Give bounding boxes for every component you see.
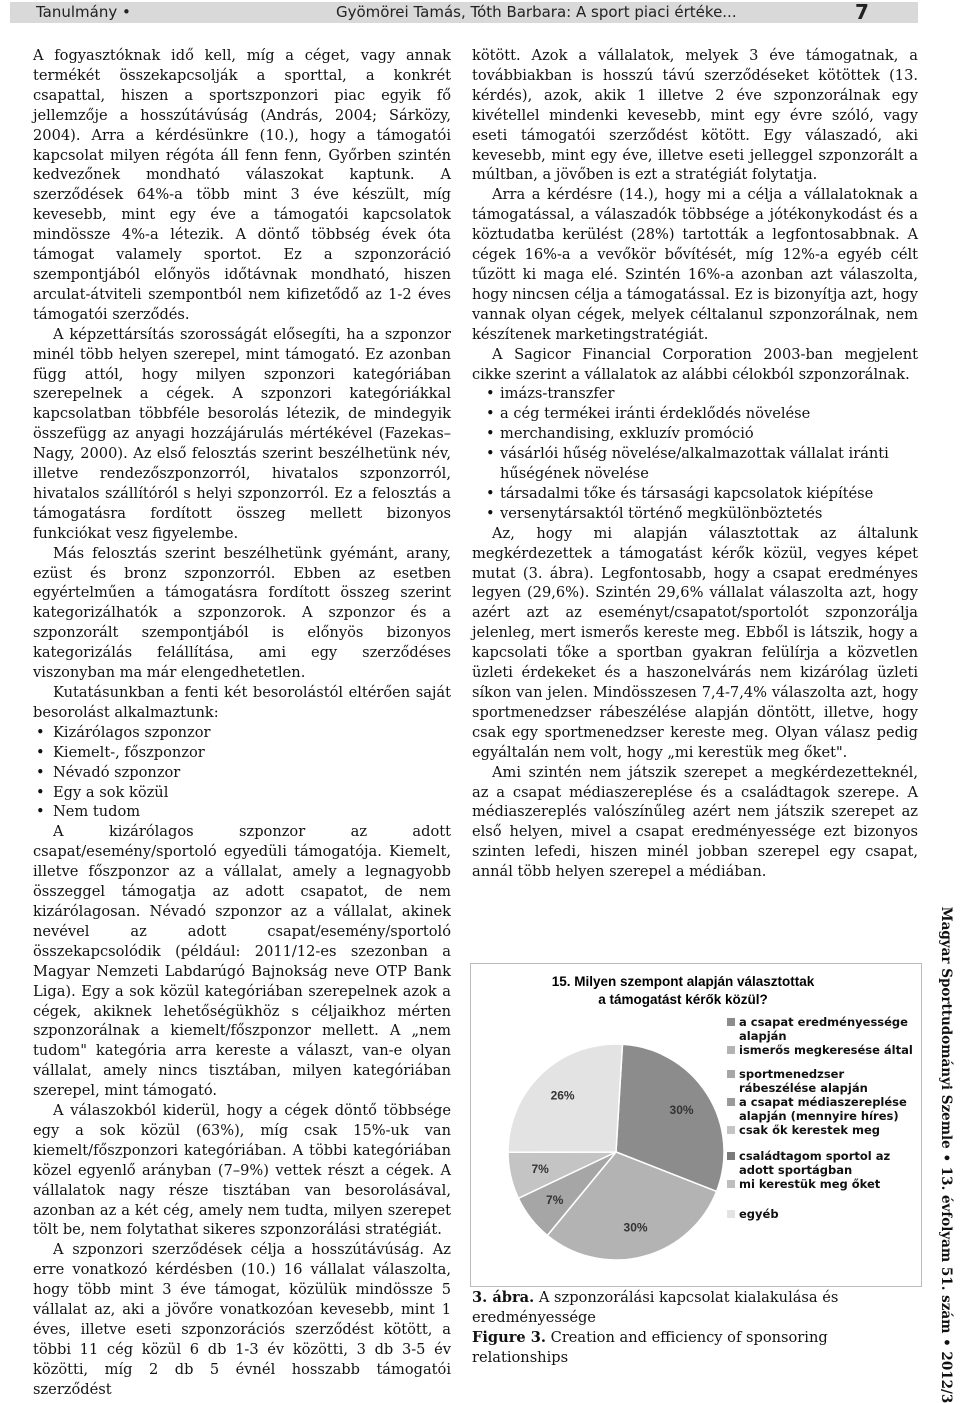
- paragraph: A kizárólagos szponzor az adott csapat/esemény/sportoló egyedüli támogatója. Kiemelt, illetve főszponzor az a vállalat, amely a legnagyobb összeggel támogatja az adott csapatot, de nem kizárólagosan. Névadó szponzor az a vállalat, akinek nevével az adott csapat/esemény/sportoló összekapcsolódik (például: 2011/12-es szezonban a Magyar Nemzeti Labdarúgó Bajnokság neve OTP Bank Liga). Egy a sok közül kategóriában szerepelnek azok a cégek, akiknek lehetőségükhöz s céljaikhoz mérten szponzorálnak a kiemelt/főszponzor mellett. A „nem tudom" kategória arra kereste a választ, van-e olyan vállalat, amely nincs tisztában, milyen kategóriában szerepel, mint támogató.: [33, 823, 451, 1100]
- paragraph: Az, hogy mi alapján választottak az általunk megkérdezettek a támogatást kérők közül, vegyes képet mutat (3. ábra). Legfontosabb, hogy a csapat eredményes legyen (29,6%). Szintén 29,6% vállalat válaszolta azt, hogy azért azt az eseményt/csapatot/sportolót szponzorálja jelenleg, mert ismerős kereste meg. Ebből is látszik, hogy a kapcsolati tőke a sportban gyakran felülírja a közvetlen üzleti érdekeket és a haszonelvárás nem kizárólag üzleti síkon van jelen. Mindösszesen 7,4-7,4% válaszolta azt, hogy sportmenedzser rábeszélése alapján döntött, illetve, hogy csak egy sportmenedzser kereste meg. Olyan válasz pedig egyáltalán nem volt, hogy „mi kerestük meg őket".: [472, 524, 918, 761]
- right-column: [472, 46, 918, 882]
- legend-swatch: [727, 1180, 735, 1188]
- legend-swatch: [727, 1070, 735, 1078]
- pie-chart-figure: [470, 963, 922, 1287]
- paragraph: A Sagicor Financial Corporation 2003-ban megjelent cikke szerint a vállalatok az alábbi célokból szponzorálnak.: [472, 345, 918, 383]
- legend-swatch: [727, 1152, 735, 1160]
- legend-label: a csapat eredményessége: [739, 1015, 908, 1029]
- paragraph: Arra a kérdésre (14.), hogy mi a célja a vállalatoknak a támogatással, a válaszadók többsége a jótékonykodást és a köztudatba kerülést (28%) tartották a legfontosabbnak. A cégek 16%-a a vevőkör bővítését, míg 12%-a egyéb célt tűzött ki maga elé. Szintén 16%-a azonban azt válaszolta, hogy nincsen célja a támogatással. Ez is bizonyítja azt, hogy vannak olyan cégek, melyek céltalanul szponzorálnak, nem készítenek marketingstratégiát.: [472, 186, 918, 343]
- list-item: • vásárlói hűség növelése/alkalmazottak vállalat iránti hűségének növelése: [472, 444, 918, 484]
- caption-text: Creation and efficiency of sponsoring relationships: [472, 1329, 828, 1366]
- legend-label: adott sportágban: [739, 1163, 853, 1177]
- list-item: • merchandising, exkluzív promóció: [472, 424, 918, 444]
- legend-label: alapján (mennyire híres): [739, 1109, 899, 1123]
- legend-label: sportmenedzser: [739, 1067, 845, 1081]
- caption-text: A szponzorálási kapcsolat kialakulása és eredményessége: [472, 1289, 839, 1326]
- caption-label: Figure 3.: [472, 1329, 547, 1346]
- pie-chart: [471, 964, 921, 1286]
- section-label: Tanulmány •: [36, 3, 131, 21]
- journal-name: Magyar Sporttudományi Szemle • 13. évfolyam 51. szám • 2012/3: [938, 906, 954, 1403]
- chart-title-line-2: a támogatást kérők közül?: [598, 992, 768, 1007]
- pie-percent-label: 30%: [623, 1220, 648, 1235]
- pie-percent-label: 26%: [550, 1088, 575, 1103]
- paragraph: kötött. Azok a vállalatok, melyek 3 éve támogatnak, a továbbiakban is hosszú távú szerződéseket kötöttek (13. kérdés), azok, akik 1 illetve 2 éve szponzorálnak egy kivétellel mindenki kevesebb, mint egy évre szóló, vagy eseti támogatói szerződést kötött. Egy válaszadó, aki kevesebb, mint egy éve, illetve eseti jelleggel szponzorált a múltban, a jövőben is ezt a stratégiát folytatja.: [472, 47, 918, 184]
- paragraph: A képzettársítás szorosságát elősegíti, ha a szponzor minél több helyen szerepel, mint támogató. Ez azonban függ attól, hogy milyen szponzori kategóriában szerepelnek a cégek. A szponzori kategóriákkal kapcsolatban többféle besorolás létezik, de mindegyik összefügg az anyagi hozzájárulás mértékével (Fazekas–Nagy, 2000). Az első felosztás szerint beszélhetünk név, illetve rendezőszponzorról, hivatalos szponzorról, hivatalos szállítóról s helyi szponzorról. Ez a felosztás a támogatásra fordított összeg mellett bizonyos funkciókat vesz figyelembe.: [33, 325, 451, 542]
- caption-hungarian: [472, 1288, 918, 1328]
- paragraph: Más felosztás szerint beszélhetünk gyémánt, arany, ezüst és bronz szponzorról. Ebben az esetben egyértelműen a támogatásra fordított összeg szerint kategorizálhatók a szponzorok. A szponzor és a szponzorált szempontjából is előnyös bizonyos kategorizálás felállítása, ami egy szerződéses viszonyban ma már elengedhetetlen.: [33, 544, 451, 682]
- legend-swatch: [727, 1126, 735, 1134]
- list-item: • versenytársaktól történő megkülönböztetés: [472, 504, 918, 524]
- pie-percent-label: 7%: [531, 1162, 549, 1177]
- legend-label: egyéb: [739, 1207, 779, 1221]
- legend-label: alapján: [739, 1029, 787, 1043]
- chart-title-line-1: 15. Milyen szempont alapján választottak: [551, 974, 815, 989]
- journal-sidebar: [934, 906, 958, 1403]
- sponsoring-goals-list: [472, 384, 918, 523]
- list-item: • Egy a sok közül: [33, 783, 451, 803]
- legend-label: családtagom sportol az: [739, 1149, 891, 1163]
- running-title: Gyömörei Tamás, Tóth Barbara: A sport piaci értéke...: [336, 3, 737, 21]
- caption-english: [472, 1328, 918, 1368]
- list-item: • Nem tudom: [33, 802, 451, 822]
- legend-label: csak ők kerestek meg: [739, 1123, 881, 1137]
- paragraph: A fogyasztóknak idő kell, míg a céget, vagy annak termékét összekapcsolják a sporttal, a konkrét csapattal, hiszen a sportszponzori piac egyik fő jellemzője a hosszútávúság (András, 2004; Sárközy, 2004). Arra a kérdésünkre (10.), hogy a támogatói kapcsolat milyen régóta áll fenn fenn, Győrben szintén kedvezőnek mondható válaszokat kaptunk. A szerződések 64%-a több mint 3 éve készült, míg kevesebb, mint egy éve a támogatói kapcsolatok mindössze 4%-a létezik. A döntő többség évek óta támogat valamely sportot. Ez a szponzoráció szempontjából előnyös időtávnak mondható, hiszen arculat-átviteli szempontból nem kifizetődő az 1-2 éves támogatói szerződés.: [33, 47, 451, 323]
- pie-percent-label: 30%: [669, 1103, 694, 1118]
- caption-label: 3. ábra.: [472, 1289, 535, 1306]
- paragraph: Kutatásunkban a fenti két besorolástól eltérően saját besorolást alkalmaztunk:: [33, 684, 451, 721]
- paragraph: A válaszokból kiderül, hogy a cégek döntő többsége egy a sok közül (63%), míg csak 15%-uk van kiemelt/főszponzori kategóriában. A többi kategóriában közel egyenlő arányban (7–9%) vettek részt a cégek. A vállalatok nagy része tisztában van besorolásával, azonban az a két cég, amely nem tudta, milyen szerepet tölt be, nem folytathat sikeres szponzorálási stratégiát.: [33, 1102, 451, 1239]
- legend-label: rábeszélése alapján: [739, 1081, 868, 1095]
- list-item: • Kiemelt-, főszponzor: [33, 743, 451, 763]
- legend-label: mi kerestük meg őket: [739, 1177, 881, 1191]
- pie-percent-label: 7%: [546, 1192, 564, 1207]
- left-column: [33, 46, 451, 1400]
- legend-label: a csapat médiaszereplése: [739, 1095, 907, 1109]
- list-item: • Névadó szponzor: [33, 763, 451, 783]
- figure-caption: [472, 1288, 918, 1368]
- list-item: • Kizárólagos szponzor: [33, 723, 451, 743]
- legend-swatch: [727, 1018, 735, 1026]
- legend-swatch: [727, 1046, 735, 1054]
- paragraph: A szponzori szerződések célja a hosszútávúság. Az erre vonatkozó kérdésben (10.) 16 vállalat válaszolta, hogy több mint 3 éve támogat, közülük mindössze 5 vállalat az, aki a jövőre vonatkozóan kevesebb, mint 1 éves, illetve eseti szponzorációs szerződést kötött, a többi 11 cég közül 6 db 1-3 év közötti, 3 db 3-5 év közötti, míg 2 db 5 évnél hosszabb támogatói szerződést: [33, 1241, 451, 1398]
- running-header: [10, 2, 918, 23]
- page-number: 7: [855, 0, 869, 24]
- list-item: • imázs-transzfer: [472, 384, 918, 404]
- legend-swatch: [727, 1098, 735, 1106]
- list-item: • társadalmi tőke és társasági kapcsolatok kiépítése: [472, 484, 918, 504]
- paragraph: Ami szintén nem játszik szerepet a megkérdezetteknél, az a csapat médiaszereplése és a családtagok szerepe. A médiaszereplés valószínűleg azért nem játszik szerepet az első helyen, mivel a csapat eredményessége ezt bizonyos szinten lefedi, hiszen minél jobban szerepel egy csapat, annál több helyen szerepel a médiában.: [472, 763, 918, 881]
- sponsor-category-list: [33, 723, 451, 823]
- list-item: • a cég termékei iránti érdeklődés növelése: [472, 404, 918, 424]
- legend-label: ismerős megkeresése által: [739, 1043, 913, 1057]
- legend-swatch: [727, 1210, 735, 1218]
